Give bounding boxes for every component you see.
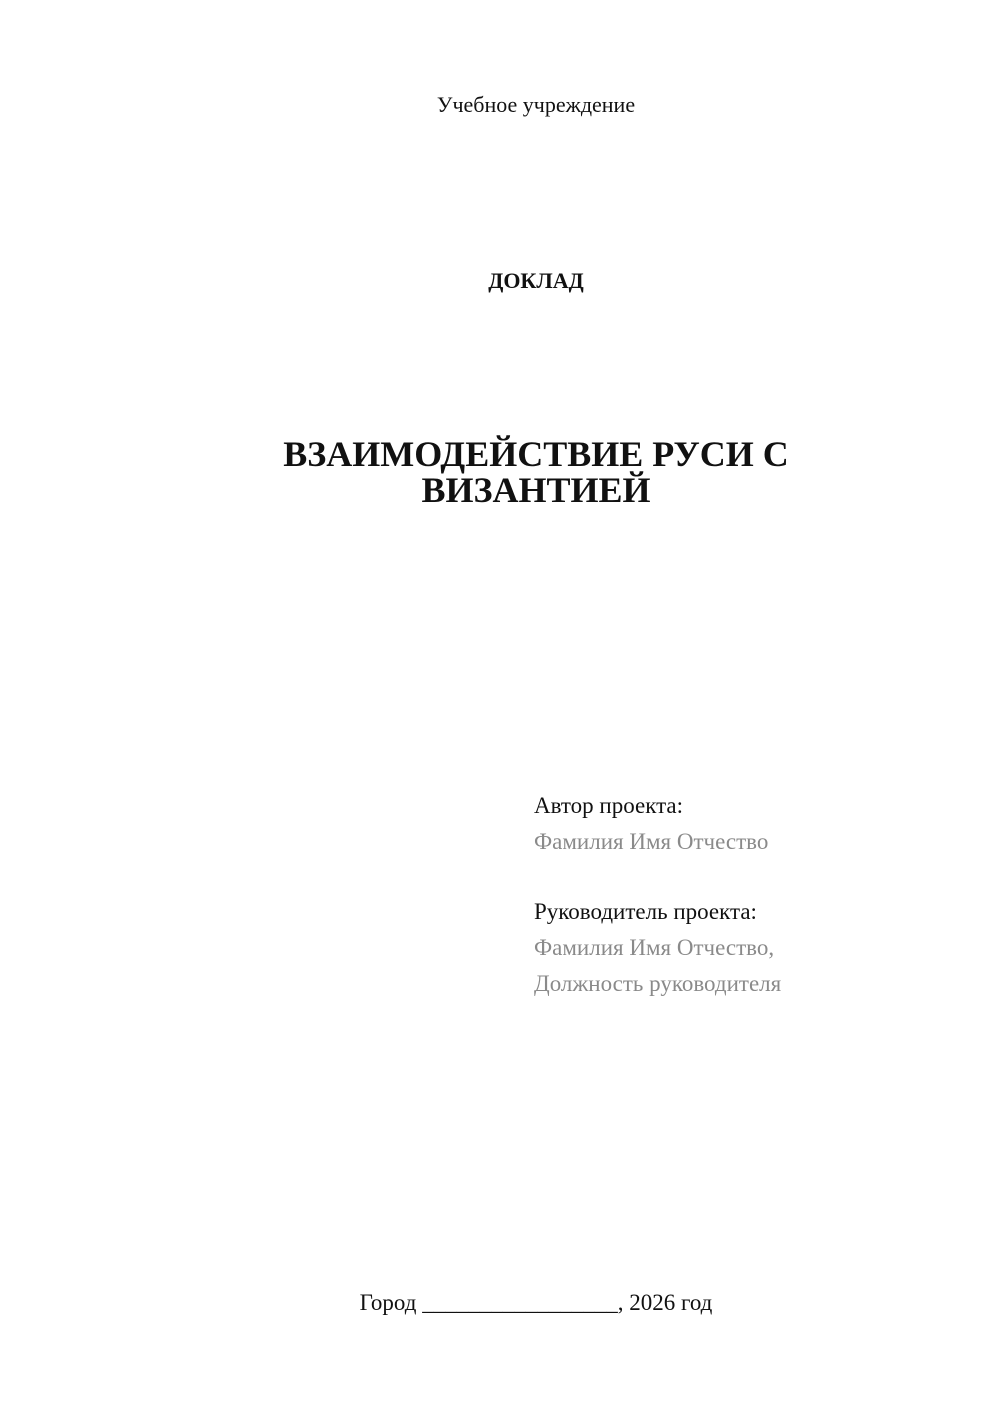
title-line-1: ВЗАИМОДЕЙСТВИЕ РУСИ С <box>283 434 789 474</box>
institution-name: Учебное учреждение <box>436 92 636 117</box>
author-name: Фамилия Имя Отчество <box>534 829 769 854</box>
supervisor-position: Должность руководителя <box>534 971 782 996</box>
supervisor-label: Руководитель проекта: <box>534 899 757 924</box>
document-type: ДОКЛАД <box>488 268 584 293</box>
author-label: Автор проекта: <box>534 793 683 818</box>
credits-spacer <box>534 860 781 894</box>
document-title <box>0 436 1000 508</box>
city-year-line: Город _________________, 2026 год <box>359 1290 713 1315</box>
supervisor-name: Фамилия Имя Отчество, <box>534 935 775 960</box>
title-line-2: ВИЗАНТИЕЙ <box>421 470 651 510</box>
credits-block <box>534 788 781 1002</box>
